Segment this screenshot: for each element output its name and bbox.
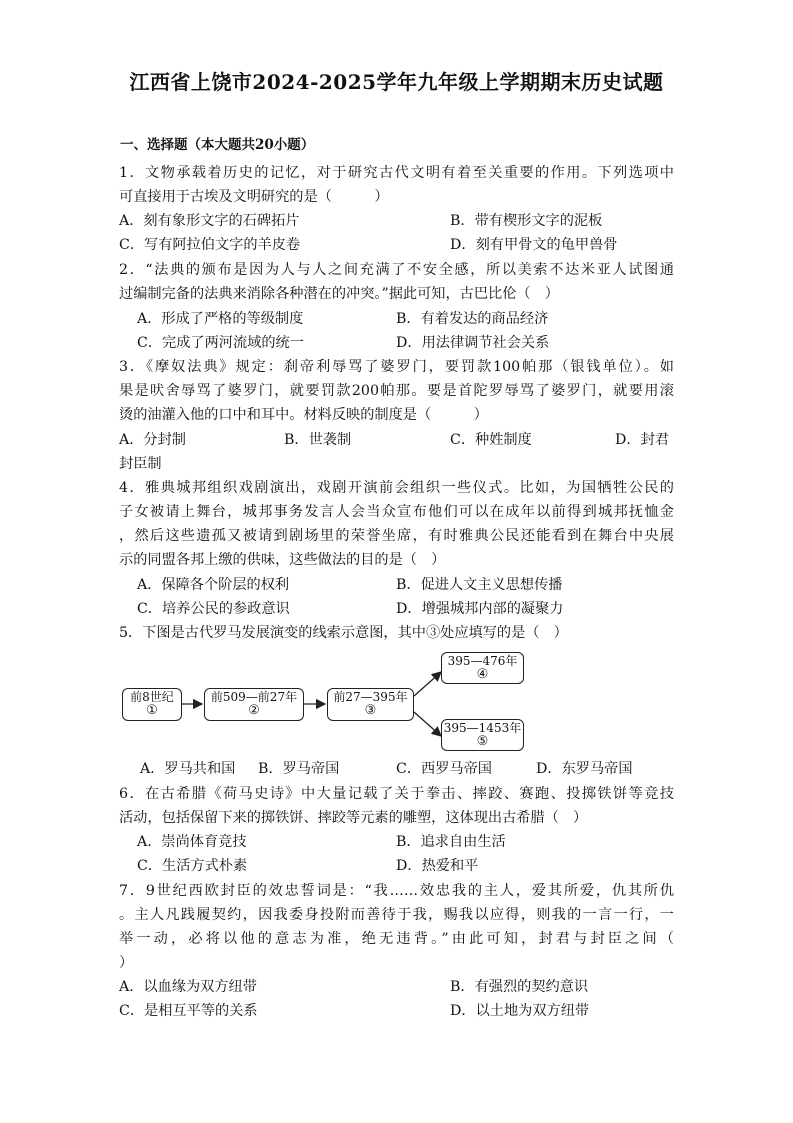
q3-stem-line-2: 果是吠舍辱骂了婆罗门，就要罚款200帕那。要是首陀罗辱骂了婆罗门，就要用滚 [119,383,674,399]
q6-option-c: C．生活方式朴素 [137,858,248,874]
q7-stem-line-2: 。主人凡践履契约，因我委身投附而善待于我，赐我以应得，则我的一言一行，一 [119,907,674,923]
q7-option-c: C．是相互平等的关系 [119,1003,258,1019]
q3-stem-line-1: 3．《摩奴法典》规定：刹帝利辱骂了婆罗门，要罚款100帕那（银钱单位）。如 [119,359,674,375]
q6-stem-line-1: 6．在古希腊《荷马史诗》中大量记载了关于拳击、摔跤、赛跑、投掷铁饼等竞技 [119,786,674,802]
q2-option-d: D．用法律调节社会关系 [396,335,550,351]
timeline-node-2-period: 前509—前27年 [210,690,298,704]
q3-option-d: D．封君 [615,432,669,448]
q5-option-b: B．罗马帝国 [258,761,340,777]
q5-stem-line-1: 5．下图是古代罗马发展演变的线索示意图，其中③处应填写的是（ ） [119,625,568,641]
timeline-node-2-number: ② [248,703,260,718]
q2-option-c: C．完成了两河流域的统一 [137,335,304,351]
q4-option-c: C．培养公民的参政意识 [137,601,290,617]
q4-option-d: D．增强城邦内部的凝聚力 [396,601,564,617]
q2-stem-line-1: 2．“法典的颁布是因为人与人之间充满了不安全感，所以美索不达米亚人试图通 [119,262,674,278]
timeline-node-5-number: ⑤ [476,734,489,749]
q7-option-a: A．以血缘为双方纽带 [119,979,257,995]
q3-stem-line-3: 烫的油灌入他的口中和耳中。材料反映的制度是（ ） [119,407,488,423]
q2-option-b: B．有着发达的商品经济 [396,311,549,327]
q3-option-c: C．种姓制度 [450,432,532,448]
q5-option-c: C．西罗马帝国 [396,761,492,777]
q2-option-a: A．形成了严格的等级制度 [137,311,304,327]
q4-stem-line-1: 4．雅典城邦组织戏剧演出，戏剧开演前会组织一些仪式。比如，为国牺牲公民的 [119,480,674,496]
q1-option-c: C．写有阿拉伯文字的羊皮卷 [119,237,301,253]
q7-option-d: D．以土地为双方纽带 [450,1003,590,1019]
timeline-node-4 [441,652,524,684]
q1-option-d: D．刻有甲骨文的龟甲兽骨 [450,237,618,253]
q4-stem-line-4: 示的同盟各邦上缴的供味，这些做法的目的是（ ） [119,552,446,568]
timeline-node-1-number: ① [146,703,158,718]
q6-stem-line-2: 活动，包括保留下来的掷铁饼、摔跤等元素的雕塑，这体现出古希腊（ ） [119,810,588,826]
timeline-node-5 [441,719,524,751]
page-title: 江西省上饶市2024-2025学年九年级上学期期末历史试题 [129,70,664,94]
timeline-node-4-number: ④ [476,667,489,682]
timeline-node-3 [327,688,414,721]
q3-option-b: B．世袭制 [284,432,352,448]
timeline-node-1 [122,688,182,721]
q7-stem-line-4: ） [119,955,134,971]
q6-option-d: D．热爱和平 [396,858,479,874]
timeline-node-1-period: 前8世纪 [130,690,174,704]
q4-option-b: B．促进人文主义思想传播 [396,577,563,593]
q4-stem-line-3: ，然后这些遗孤又被请到剧场里的荣誉坐席，有时雅典公民还能看到在舞台中央展 [119,528,674,544]
q5-option-a: A．罗马共和国 [140,761,236,777]
q1-stem-line-1: 1．文物承载着历史的记忆，对于研究古代文明有着至关重要的作用。下列选项中 [119,165,674,181]
q6-option-a: A．崇尚体育竞技 [137,834,247,850]
section-heading: 一、选择题（本大题共20小题） [120,137,315,153]
q6-option-b: B．追求自由生活 [396,834,506,850]
q4-option-a: A．保障各个阶层的权利 [137,577,290,593]
timeline-node-2 [204,688,304,721]
q2-stem-line-2: 过编制完备的法典来消除各种潜在的冲突。”据此可知，古巴比伦（ ） [119,286,559,302]
timeline-node-3-number: ③ [364,703,377,718]
timeline-node-4-period: 395—476年 [447,654,518,668]
q5-option-d: D．东罗马帝国 [536,761,633,777]
timeline-node-5-period: 395—1453年 [443,721,522,735]
timeline-node-3-period: 前27—395年 [333,690,408,704]
q4-stem-line-2: 子女被请上舞台，城邦事务发言人会当众宣布他们可以在成年以前得到城邦抚恤金 [119,504,674,520]
q7-stem-line-1: 7．9世纪西欧封臣的效忠誓词是：“我……效忠我的主人，爱其所爱，仇其所仇 [119,883,674,899]
q7-stem-line-3: 举一动，必将以他的意志为准，绝无违背。”由此可知，封君与封臣之间（ [119,931,674,947]
q1-option-a: A．刻有象形文字的石碑拓片 [119,213,300,229]
q7-option-b: B．有强烈的契约意识 [450,979,589,995]
q3-option-d-continued: 封臣制 [119,456,162,472]
q3-option-a: A．分封制 [119,432,186,448]
q1-stem-line-2: 可直接用于古埃及文明研究的是（ ） [119,189,389,205]
q1-option-b: B．带有楔形文字的泥板 [450,213,603,229]
